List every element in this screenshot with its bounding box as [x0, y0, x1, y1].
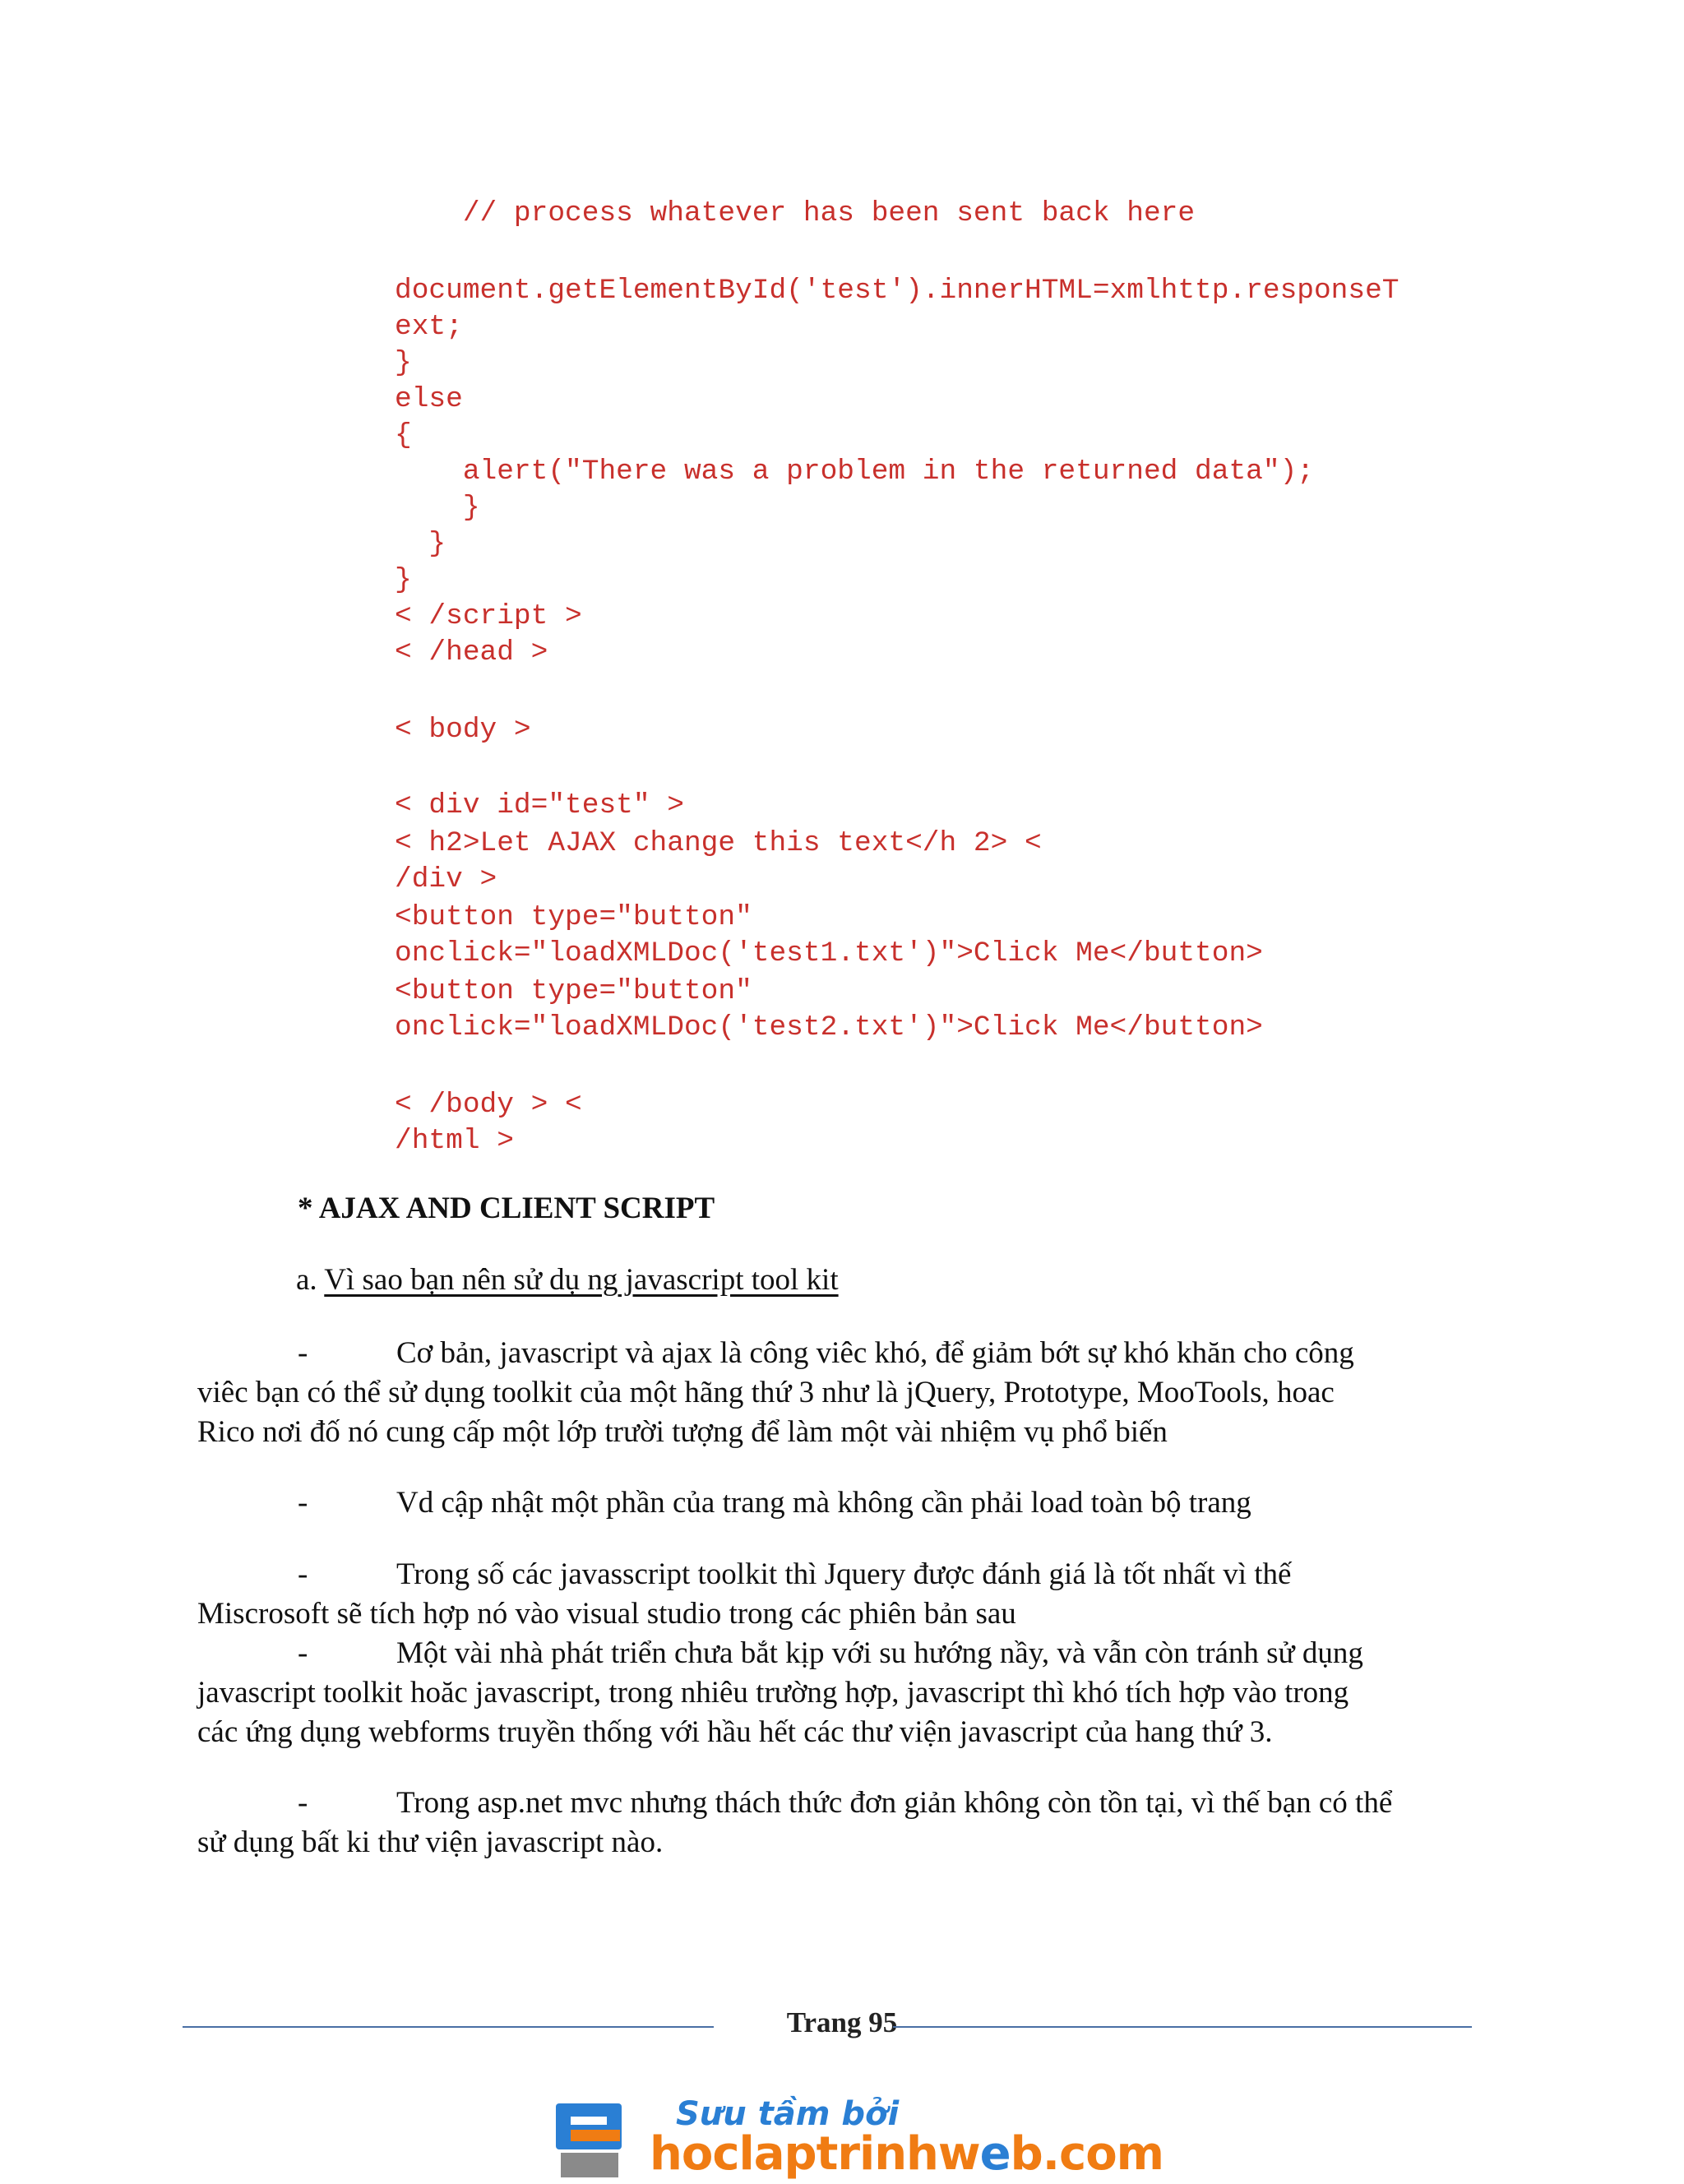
logo-site-part: b.com: [1010, 2127, 1164, 2181]
paragraph-line: Trong số các javasscript toolkit thì Jquery được đánh giá là tốt nhất vì thế: [396, 1557, 1292, 1591]
code-line: }: [395, 492, 480, 524]
code-line: {: [395, 419, 412, 451]
code-line: /html >: [395, 1125, 514, 1157]
paragraph: [197, 1634, 1488, 1752]
paragraph-line: Trong asp.net mvc nhưng thách thức đơn giản không còn tồn tại, vì thế bạn có thể: [396, 1786, 1393, 1820]
site-logo: [553, 2095, 1164, 2181]
paragraph: [197, 1334, 1488, 1452]
code-line: < div id="test" >: [395, 789, 684, 821]
code-line: onclick="loadXMLDoc('test2.txt')">Click Me</button>: [395, 1011, 1263, 1043]
logo-site-name: [650, 2127, 1164, 2181]
paragraph-line: Vd cập nhật một phần của trang mà không cần phải load toàn bộ trang: [396, 1486, 1251, 1520]
paragraph: [197, 1555, 1488, 1634]
code-line: <button type="button": [395, 901, 752, 933]
bullet-dash: -: [298, 1486, 308, 1520]
code-line: // process whatever has been sent back here: [395, 197, 1196, 229]
paragraph-line: Một vài nhà phát triển chưa bắt kịp với su hướng nầy, và vẫn còn tránh sử dụng: [396, 1636, 1363, 1670]
section-heading: * AJAX AND CLIENT SCRIPT: [298, 1191, 715, 1225]
code-line: }: [395, 347, 412, 379]
paragraph-line: sử dụng bất ki thư viện javascript nào.: [197, 1825, 664, 1859]
subheading-prefix: a.: [296, 1263, 317, 1297]
logo-site-part: e: [979, 2127, 1011, 2181]
subheading-text: Vì sao bạn nên sử dụ ng javascript tool kit: [324, 1263, 839, 1297]
paragraph-line: các ứng dụng webforms truyền thống với hầu hết các thư viện javascript của hang thứ 3.: [197, 1715, 1273, 1749]
logo-site-part: hoclaptrinhw: [650, 2127, 980, 2181]
bullet-dash: -: [298, 1336, 308, 1370]
footer-rule-right: [893, 2026, 1472, 2028]
code-line: }: [395, 528, 446, 560]
monitor-logo-icon: [553, 2102, 635, 2184]
code-line: < /script >: [395, 600, 582, 632]
paragraph-line: Cơ bản, javascript và ajax là công viêc khó, để giảm bớt sự khó khăn cho công: [396, 1336, 1354, 1370]
code-block: [395, 196, 1562, 1157]
code-line: }: [395, 564, 412, 596]
paragraph-line: javascript toolkit hoăc javascript, trong nhiêu trường hợp, javascript thì khó tích hợp vào trong: [197, 1676, 1349, 1710]
code-line: <button type="button": [395, 975, 752, 1007]
subheading: [296, 1262, 839, 1298]
code-line: < h2>Let AJAX change this text</h 2> <: [395, 827, 1042, 859]
paragraph-line: viêc bạn có thể sử dụng toolkit của một hãng thứ 3 như là jQuery, Prototype, MooTools, hoac: [197, 1376, 1335, 1409]
code-line: < /head >: [395, 636, 548, 669]
code-line: ext;: [395, 311, 463, 343]
code-line: document.getElementById('test').innerHTML=xmlhttp.responseT: [395, 275, 1399, 307]
paragraph-line: Miscrosoft sẽ tích hợp nó vào visual studio trong các phiên bản sau: [197, 1597, 1016, 1631]
logo-tagline: Sưu tầm bởi: [676, 2095, 900, 2133]
code-line: alert("There was a problem in the returned data");: [395, 456, 1314, 488]
page-number: Trang 95: [786, 2006, 898, 2038]
code-line: else: [395, 383, 463, 415]
code-line: /div >: [395, 863, 497, 895]
code-line: onclick="loadXMLDoc('test1.txt')">Click Me</button>: [395, 937, 1263, 969]
paragraph: [197, 1483, 1488, 1523]
paragraph: [197, 1784, 1488, 1862]
code-line: < body >: [395, 714, 531, 746]
paragraph-line: Rico nơi đố nó cung cấp một lớp trười tượng để làm một vài nhiệm vụ phổ biến: [197, 1415, 1168, 1449]
code-line: < /body > <: [395, 1089, 582, 1121]
bullet-dash: -: [298, 1557, 308, 1591]
bullet-dash: -: [298, 1786, 308, 1820]
bullet-dash: -: [298, 1636, 308, 1670]
